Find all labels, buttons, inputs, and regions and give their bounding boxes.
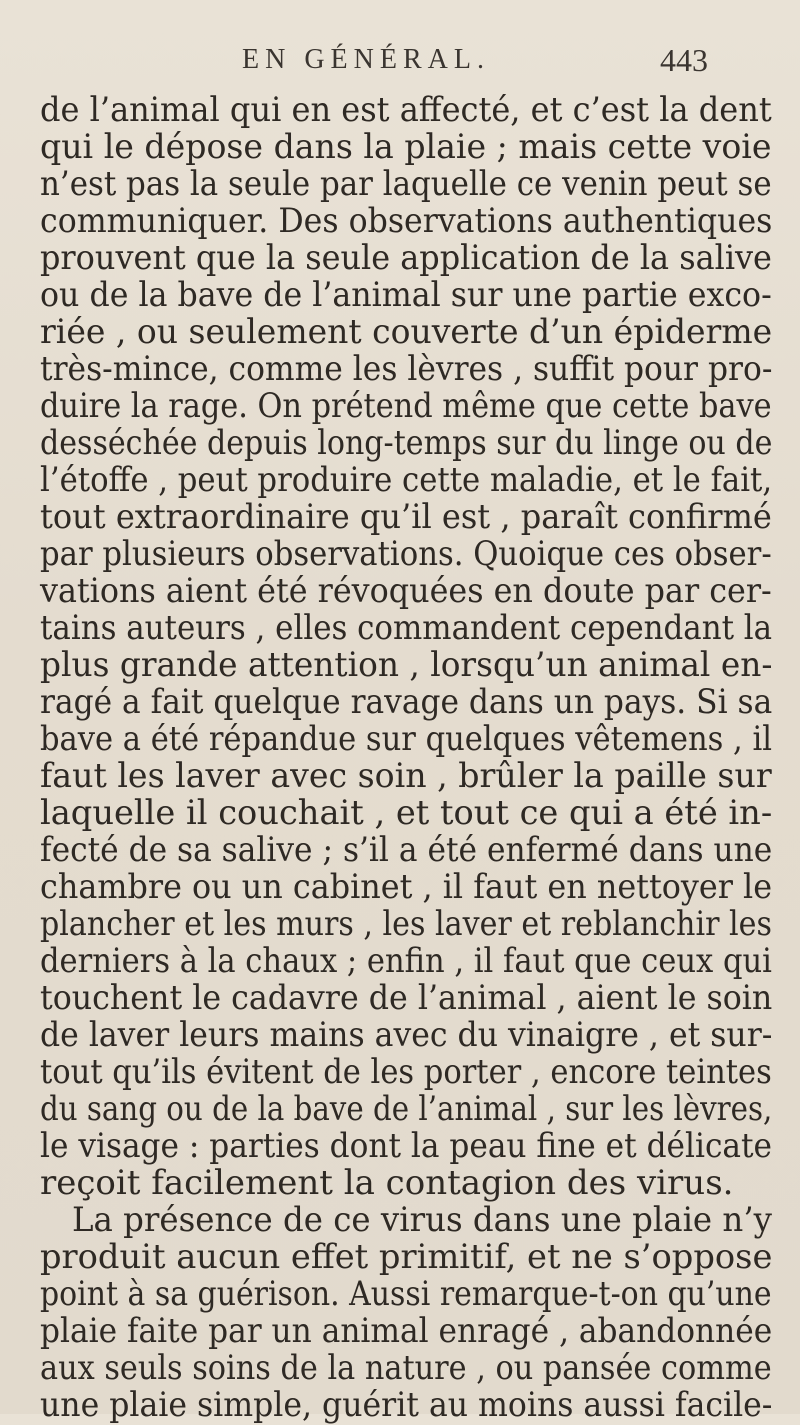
text-line: le visage : parties dont la peau fine et délicate xyxy=(40,1126,773,1166)
text-line: prouvent que la seule application de la salive xyxy=(40,238,772,278)
text-line: La présence de ce virus dans une plaie n’y xyxy=(72,1200,772,1240)
text-line: ou de la bave de l’animal sur une partie exco- xyxy=(40,275,772,315)
text-line: produit aucun effet primitif, et ne s’oppose xyxy=(40,1237,773,1277)
text-line: desséchée depuis long-temps sur du linge ou de xyxy=(40,423,773,463)
text-line: l’étoffe , peut produire cette maladie, et le fait, xyxy=(40,460,773,500)
text-line: tout extraordinaire qu’il est , paraît confirmé xyxy=(40,497,772,537)
text-line: tains auteurs , elles commandent cependant la xyxy=(40,608,773,648)
text-line: n’est pas la seule par laquelle ce venin peut se xyxy=(40,164,772,204)
text-line: aux seuls soins de la nature , ou pansée comme xyxy=(40,1348,772,1388)
text-line: plancher et les murs , les laver et reblanchir les xyxy=(40,904,772,944)
text-line: point à sa guérison. Aussi remarque-t-on qu’une xyxy=(40,1274,772,1314)
text-line: ragé a fait quelque ravage dans un pays. Si sa xyxy=(40,682,773,722)
text-line: très-mince, comme les lèvres , suffit pour pro- xyxy=(40,349,773,389)
text-line: fecté de sa salive ; s’il a été enfermé dans une xyxy=(40,830,773,870)
text-line: une plaie simple, guérit au moins aussi facile- xyxy=(40,1385,773,1425)
text-line: communiquer. Des observations authentiques xyxy=(40,201,773,241)
text-line: par plusieurs observations. Quoique ces obser- xyxy=(40,534,772,574)
text-line: plus grande attention , lorsqu’un animal en- xyxy=(40,645,773,685)
text-line: qui le dépose dans la plaie ; mais cette voie xyxy=(40,127,772,167)
text-line: faut les laver avec soin , brûler la paille sur xyxy=(40,756,772,796)
text-line: laquelle il couchait , et tout ce qui a été in- xyxy=(40,793,773,833)
text-line: plaie faite par un animal enragé , abandonnée xyxy=(40,1311,773,1351)
text-line: derniers à la chaux ; enfin , il faut que ceux qui xyxy=(40,941,772,981)
text-line: bave a été répandue sur quelques vêtemens , il xyxy=(40,719,773,759)
text-line: chambre ou un cabinet , il faut en nettoyer le xyxy=(40,867,773,907)
text-line: duire la rage. On prétend même que cette bave xyxy=(40,386,772,426)
running-head xyxy=(0,44,800,84)
text-line: de l’animal qui en est affecté, et c’est la dent xyxy=(40,90,772,130)
text-line: de laver leurs mains avec du vinaigre , et sur- xyxy=(40,1015,773,1055)
text-line: reçoit facilement la contagion des virus. xyxy=(40,1163,734,1203)
text-line: du sang ou de la bave de l’animal , sur les lèvres, xyxy=(40,1089,773,1129)
text-line: touchent le cadavre de l’animal , aient le soin xyxy=(40,978,773,1018)
text-line: riée , ou seulement couverte d’un épiderme xyxy=(40,312,773,352)
text-line: vations aient été révoquées en doute par cer- xyxy=(40,571,772,611)
page-number: 443 xyxy=(660,42,708,78)
running-title: EN GÉNÉRAL. xyxy=(242,44,490,75)
text-line: tout qu’ils évitent de les porter , encore teintes xyxy=(40,1052,772,1092)
